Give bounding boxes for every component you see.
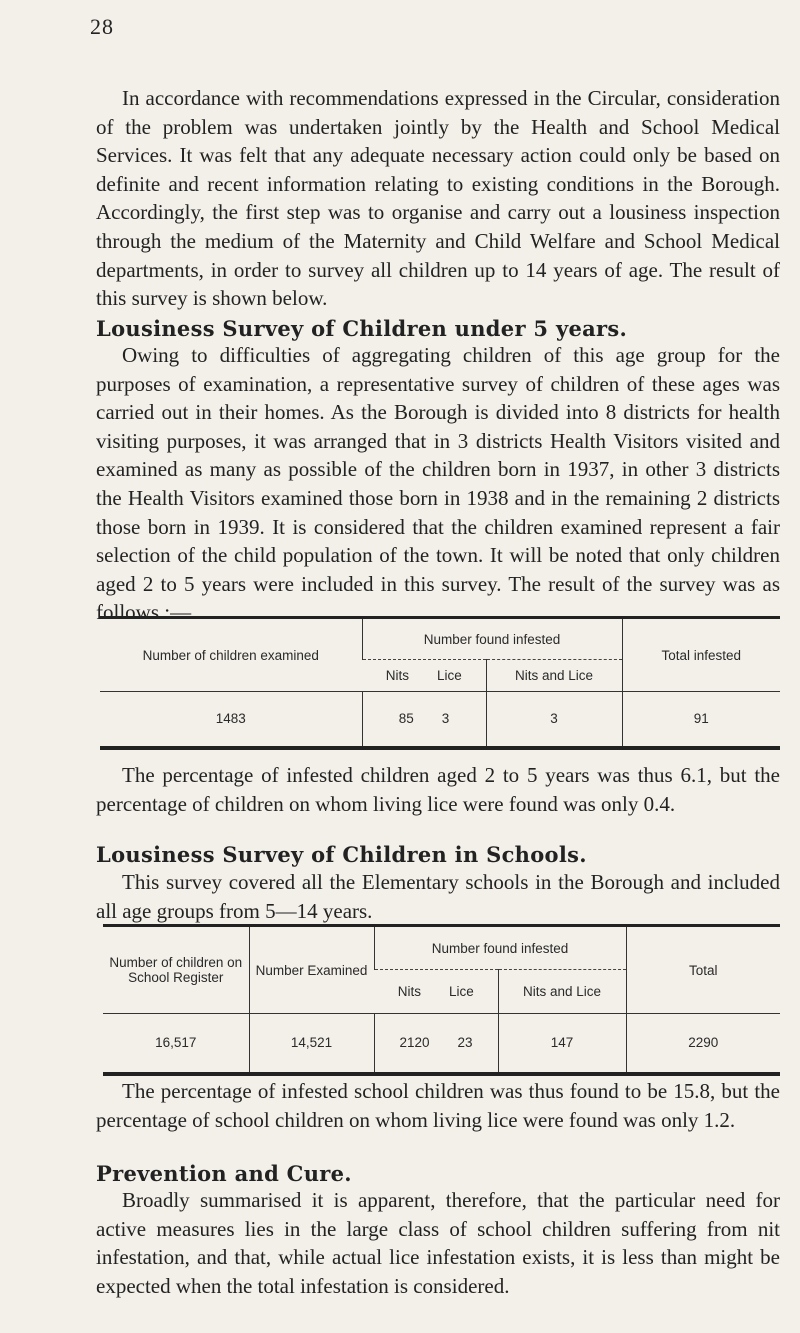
under-5-survey-table	[100, 616, 780, 750]
prevention-paragraph-text: Broadly summarised it is apparent, therefore, that the particular need for active measures lies in the large class of school children suffering from nit infestation, and that, while actual lice infestation exists, it is less than might be expected when the total infestation is considered.	[96, 1188, 780, 1298]
under-5-result-text: The percentage of infested children aged 2 to 5 years was thus 6.1, but the percentage of children on whom living lice were found was only 0.4.	[96, 763, 780, 816]
intro-paragraph	[96, 84, 780, 313]
cell-total: 2290	[626, 1014, 780, 1074]
section-heading-prevention: Prevention and Cure.	[96, 1161, 352, 1186]
header-nits-and-lice: Nits and Lice	[498, 970, 626, 1014]
schools-result-text: The percentage of infested school children was thus found to be 15.8, but the percentage of school children on whom living lice were found was only 1.2.	[96, 1079, 780, 1132]
cell-lice: 3	[441, 711, 450, 727]
school-survey-table	[103, 924, 780, 1076]
header-children-examined: Number of children examined	[100, 618, 362, 692]
cell-nits-lice	[362, 692, 486, 748]
table-row	[103, 1014, 780, 1074]
prevention-paragraph	[96, 1186, 780, 1300]
intro-paragraph-text: In accordance with recommendations expressed in the Circular, consideration of the problem was undertaken jointly by the Health and School Medical Services. It was felt that any adequate necessary action could only be based on definite and recent information relating to existing conditions in the Borough. Accordingly, the first step was to organise and carry out a lousiness inspection through the medium of the Maternity and Child Welfare and School Medical departments, in order to survey all children up to 14 years of age. The result of this survey is shown below.	[96, 86, 780, 311]
cell-examined: 14,521	[249, 1014, 374, 1074]
schools-paragraph	[96, 868, 780, 925]
header-lice: Lice	[436, 668, 462, 683]
cell-register: 16,517	[103, 1014, 249, 1074]
header-nits-lice	[374, 970, 498, 1014]
header-nits-and-lice: Nits and Lice	[486, 660, 622, 692]
cell-nits-and-lice: 3	[486, 692, 622, 748]
cell-total: 91	[622, 692, 780, 748]
under-5-result	[96, 761, 780, 818]
under-5-paragraph-text: Owing to difficulties of aggregating children of this age group for the purposes of examination, a representative survey of children of these ages was carried out in their homes. As the Borough is divided into 8 districts for health visiting purposes, it was arranged that in 3 districts Health Visitors visited and examined as many as possible of the children born in 1937, in other 3 districts the Health Visitors examined those born in 1938 and in the remaining 2 districts those born in 1939. It is considered that the children examined represent a fair selection of the child population of the town. It will be noted that only children aged 2 to 5 years were included in this survey. The result of the survey was as follows :—	[96, 343, 780, 625]
page-number: 28	[90, 14, 114, 39]
header-number-examined: Number Examined	[249, 926, 374, 1014]
schools-result	[96, 1077, 780, 1134]
header-school-register: Number of children on School Register	[103, 926, 249, 1014]
section-heading-schools: Lousiness Survey of Children in Schools.	[96, 842, 587, 867]
cell-nits: 2120	[399, 1035, 430, 1051]
header-nits: Nits	[397, 984, 421, 999]
cell-examined: 1483	[100, 692, 362, 748]
header-total: Total	[626, 926, 780, 1014]
cell-nits: 85	[398, 711, 414, 727]
schools-paragraph-text: This survey covered all the Elementary schools in the Borough and included all age groups from 5—14 years.	[96, 870, 780, 923]
header-lice: Lice	[448, 984, 474, 999]
header-number-found-infested: Number found infested	[362, 618, 622, 660]
header-total-infested: Total infested	[622, 618, 780, 692]
header-nits-lice	[362, 660, 486, 692]
cell-nits-lice	[374, 1014, 498, 1074]
header-nits: Nits	[385, 668, 409, 683]
table-row	[100, 692, 780, 748]
section-heading-under-5: Lousiness Survey of Children under 5 years.	[96, 316, 628, 341]
header-number-found-infested: Number found infested	[374, 926, 626, 970]
cell-nits-and-lice: 147	[498, 1014, 626, 1074]
cell-lice: 23	[457, 1035, 473, 1051]
under-5-paragraph	[96, 341, 780, 627]
